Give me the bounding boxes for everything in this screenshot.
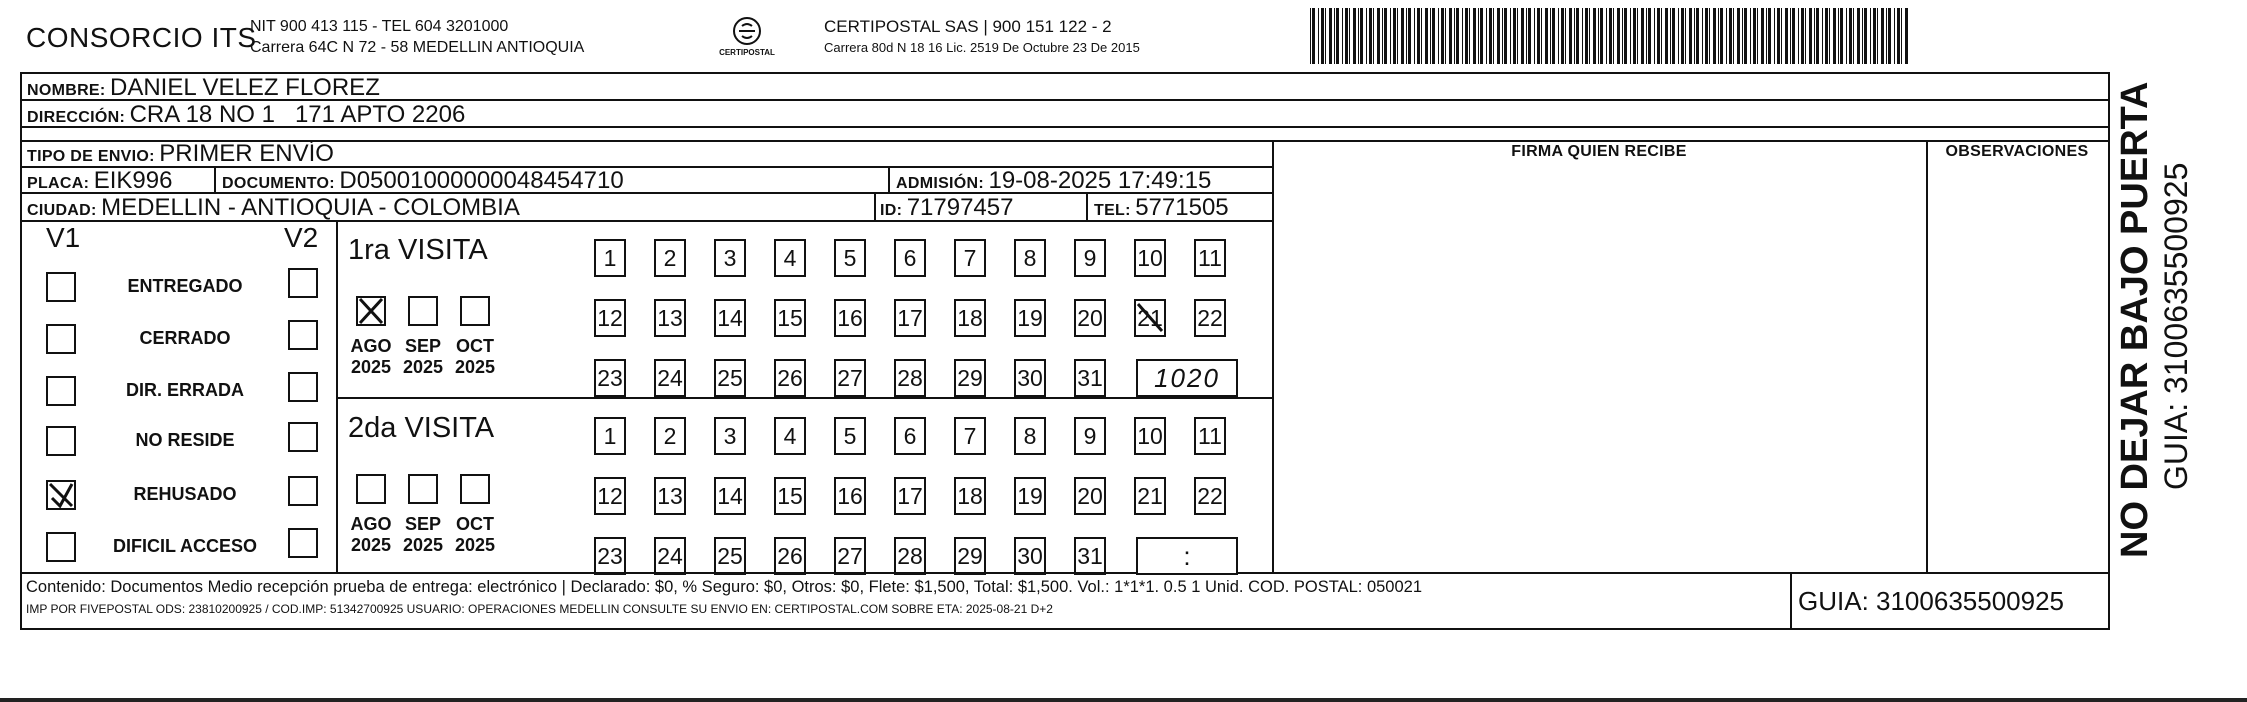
day-number: 2 — [663, 245, 677, 271]
carrier-address: Carrera 80d N 18 16 Lic. 2519 De Octubre 23 De 2015 — [824, 40, 1140, 55]
day-box[interactable] — [594, 239, 626, 277]
day-number: 24 — [657, 543, 683, 569]
day-box[interactable] — [714, 477, 746, 515]
day-box[interactable] — [1074, 299, 1106, 337]
month-checkbox[interactable] — [460, 474, 490, 504]
time-value: 1020 — [1154, 363, 1220, 393]
shipment-type-row — [27, 140, 334, 168]
day-number: 14 — [717, 483, 743, 509]
footer-guia: GUIA: 3100635500925 — [1798, 586, 2064, 616]
status-v1-checkbox[interactable] — [46, 426, 76, 456]
time-box[interactable] — [1136, 537, 1238, 575]
day-box[interactable] — [774, 417, 806, 455]
day-number: 22 — [1197, 305, 1223, 331]
status-label: NO RESIDE — [135, 430, 235, 450]
day-number: 6 — [903, 245, 917, 271]
month-label: SEP 2025 — [402, 514, 444, 555]
status-label: DIFICIL ACCESO — [112, 536, 257, 556]
side-guia: GUIA: 3100635500925 — [2158, 162, 2194, 490]
day-box[interactable] — [1194, 239, 1226, 277]
day-number: 25 — [717, 365, 743, 391]
day-number: 19 — [1017, 483, 1043, 509]
day-number: 27 — [837, 543, 863, 569]
status-label: DIR. ERRADA — [125, 380, 244, 400]
plate-value: EIK996 — [93, 167, 173, 194]
month-checkbox[interactable] — [408, 474, 438, 504]
day-box[interactable] — [1074, 537, 1106, 575]
id-value: 71797457 — [906, 194, 1014, 221]
day-box[interactable] — [894, 537, 926, 575]
day-box[interactable] — [1194, 477, 1226, 515]
carrier-logo — [712, 14, 782, 60]
day-number: 31 — [1077, 543, 1103, 569]
day-number: 18 — [957, 483, 983, 509]
day-box[interactable] — [714, 299, 746, 337]
company-name: CONSORCIO ITS — [26, 22, 257, 53]
status-label: CERRADO — [139, 328, 231, 348]
footer-print-info: IMP POR FIVEPOSTAL ODS: 23810200925 / COD.IMP: 51342700925 USUARIO: OPERACIONES MEDELLIN CONSULTE SU ENVIO EN: CERTIPOSTAL.COM SOBRE ETA: 2025-08-21 D+2 — [26, 602, 1053, 616]
barcode — [1310, 8, 1914, 64]
day-number: 24 — [657, 365, 683, 391]
day-box[interactable] — [894, 299, 926, 337]
day-number: 14 — [717, 305, 743, 331]
day-box[interactable] — [834, 359, 866, 397]
day-number: 16 — [837, 483, 863, 509]
side-warning: NO DEJAR BAJO PUERTA — [2114, 81, 2156, 558]
admission-row — [896, 167, 1211, 195]
plate-label: PLACA: — [27, 175, 90, 192]
id-row — [880, 194, 1013, 222]
day-number: 1 — [603, 245, 617, 271]
day-box[interactable] — [774, 359, 806, 397]
day-number: 20 — [1077, 305, 1103, 331]
day-number: 30 — [1017, 365, 1043, 391]
status-label: ENTREGADO — [127, 276, 243, 296]
status-v2-checkbox[interactable] — [288, 320, 318, 350]
month-checkbox[interactable] — [460, 296, 490, 326]
status-v1-checkbox[interactable] — [46, 480, 76, 510]
day-number: 4 — [783, 423, 797, 449]
day-box[interactable] — [834, 299, 866, 337]
month-label: AGO 2025 — [350, 514, 392, 555]
day-box[interactable] — [1014, 417, 1046, 455]
visit-title: 1ra VISITA — [348, 234, 488, 266]
carrier-name: CERTIPOSTAL SAS | 900 151 122 - 2 — [824, 17, 1112, 36]
month-checkbox[interactable] — [408, 296, 438, 326]
v2-label: V2 — [284, 222, 319, 253]
day-box[interactable] — [774, 537, 806, 575]
day-box[interactable] — [834, 417, 866, 455]
day-box[interactable] — [1134, 417, 1166, 455]
city-row — [27, 194, 520, 222]
day-box[interactable] — [654, 239, 686, 277]
city-value: MEDELLIN - ANTIOQUIA - COLOMBIA — [101, 194, 520, 221]
day-number: 31 — [1077, 365, 1103, 391]
address-value: CRA 18 NO 1 171 APTO 2206 — [129, 101, 466, 128]
day-number: 12 — [597, 483, 623, 509]
month-label: OCT 2025 — [454, 336, 496, 377]
day-number: 29 — [957, 543, 983, 569]
day-box[interactable] — [1194, 299, 1226, 337]
document-value: D05001000000048454710 — [339, 167, 624, 194]
day-box[interactable] — [894, 239, 926, 277]
observations-column-header: OBSERVACIONES — [1945, 143, 2089, 160]
day-number: 18 — [957, 305, 983, 331]
day-box[interactable] — [654, 537, 686, 575]
day-number: 15 — [777, 483, 803, 509]
month-checkbox[interactable] — [356, 474, 386, 504]
day-number: 2 — [663, 423, 677, 449]
day-box[interactable] — [594, 537, 626, 575]
day-number: 9 — [1083, 245, 1097, 271]
shipment-type-label: TIPO DE ENVIO: — [27, 148, 155, 165]
day-box[interactable] — [654, 477, 686, 515]
day-number: 8 — [1023, 423, 1037, 449]
status-v2-checkbox[interactable] — [288, 268, 318, 298]
status-v1-checkbox[interactable] — [46, 376, 76, 406]
id-label: ID: — [880, 202, 903, 219]
day-number: 21 — [1137, 483, 1163, 509]
name-row — [27, 74, 380, 102]
day-box[interactable] — [954, 239, 986, 277]
day-box[interactable] — [834, 537, 866, 575]
day-box[interactable] — [1074, 359, 1106, 397]
day-number: 28 — [897, 365, 923, 391]
month-checkbox[interactable] — [356, 296, 386, 326]
day-number: 29 — [957, 365, 983, 391]
day-number: 10 — [1137, 423, 1163, 449]
day-number: 9 — [1083, 423, 1097, 449]
day-number: 7 — [963, 245, 977, 271]
day-number: 12 — [597, 305, 623, 331]
day-box[interactable] — [774, 239, 806, 277]
day-box[interactable] — [654, 417, 686, 455]
day-box[interactable] — [1014, 299, 1046, 337]
month-label: AGO 2025 — [350, 336, 392, 377]
status-v2-checkbox[interactable] — [288, 422, 318, 452]
day-number: 5 — [843, 245, 857, 271]
day-box[interactable] — [1014, 239, 1046, 277]
day-box[interactable] — [1074, 239, 1106, 277]
document-label: DOCUMENTO: — [222, 175, 335, 192]
company-nit: NIT 900 413 115 - TEL 604 3201000 — [250, 18, 509, 35]
day-box[interactable] — [594, 417, 626, 455]
day-number: 1 — [603, 423, 617, 449]
day-number: 23 — [597, 543, 623, 569]
status-v2-checkbox[interactable] — [288, 528, 318, 558]
month-label: OCT 2025 — [454, 514, 496, 555]
day-number: 26 — [777, 365, 803, 391]
day-box[interactable] — [1194, 417, 1226, 455]
status-v1-checkbox[interactable] — [46, 272, 76, 302]
day-box[interactable] — [834, 477, 866, 515]
tel-row — [1094, 194, 1229, 222]
status-label: REHUSADO — [133, 484, 237, 504]
status-v1-checkbox[interactable] — [46, 324, 76, 354]
page-bottom-edge — [0, 698, 2247, 702]
status-v1-checkbox[interactable] — [46, 532, 76, 562]
footer-contents: Contenido: Documentos Medio recepción prueba de entrega: electrónico | Declarado: $0, % Seguro: $0, Otros: $0, Flete: $1,500, Total: $1,500. Vol.: 1*1*1. 0.5 1 Unid. COD. POSTAL: 050021 — [26, 578, 1423, 596]
day-box[interactable] — [894, 359, 926, 397]
day-box[interactable] — [1074, 417, 1106, 455]
day-number: 23 — [597, 365, 623, 391]
day-box[interactable] — [954, 537, 986, 575]
address-row — [27, 101, 465, 129]
day-box[interactable] — [954, 477, 986, 515]
status-v2-checkbox[interactable] — [288, 372, 318, 402]
day-box[interactable] — [894, 477, 926, 515]
city-label: CIUDAD: — [27, 202, 97, 219]
day-number: 21 — [1137, 305, 1163, 331]
day-box[interactable] — [1014, 477, 1046, 515]
name-label: NOMBRE: — [27, 82, 106, 99]
company-address: Carrera 64C N 72 - 58 MEDELLIN ANTIOQUIA — [250, 39, 585, 56]
day-number: 7 — [963, 423, 977, 449]
day-box[interactable] — [594, 359, 626, 397]
day-box[interactable] — [1134, 477, 1166, 515]
day-number: 15 — [777, 305, 803, 331]
address-label: DIRECCIÓN: — [27, 109, 126, 126]
signature-column-header: FIRMA QUIEN RECIBE — [1511, 143, 1687, 160]
status-v2-checkbox[interactable] — [288, 476, 318, 506]
day-box[interactable] — [1074, 477, 1106, 515]
shipment-type-value: PRIMER ENVÍO — [159, 140, 334, 167]
day-box[interactable] — [594, 299, 626, 337]
day-number: 20 — [1077, 483, 1103, 509]
admission-value: 19-08-2025 17:49:15 — [988, 167, 1212, 194]
visit-title: 2da VISITA — [348, 412, 495, 444]
day-number: 30 — [1017, 543, 1043, 569]
day-number: 3 — [723, 423, 737, 449]
day-number: 11 — [1198, 423, 1222, 449]
day-box[interactable] — [1134, 239, 1166, 277]
day-number: 13 — [657, 305, 683, 331]
day-number: 25 — [717, 543, 743, 569]
day-number: 28 — [897, 543, 923, 569]
day-number: 17 — [897, 305, 923, 331]
day-box[interactable] — [714, 359, 746, 397]
day-number: 10 — [1137, 245, 1163, 271]
day-box[interactable] — [1134, 299, 1166, 337]
day-box[interactable] — [954, 359, 986, 397]
day-box[interactable] — [954, 417, 986, 455]
plate-row — [27, 167, 172, 195]
month-label: SEP 2025 — [402, 336, 444, 377]
name-value: DANIEL VELEZ FLOREZ — [110, 74, 380, 101]
tel-label: TEL: — [1094, 202, 1131, 219]
day-box[interactable] — [714, 537, 746, 575]
day-box[interactable] — [654, 299, 686, 337]
day-number: 4 — [783, 245, 797, 271]
day-box[interactable] — [954, 299, 986, 337]
day-box[interactable] — [774, 477, 806, 515]
day-box[interactable] — [1014, 359, 1046, 397]
day-number: 5 — [843, 423, 857, 449]
day-number: 17 — [897, 483, 923, 509]
day-number: 3 — [723, 245, 737, 271]
day-number: 16 — [837, 305, 863, 331]
day-number: 26 — [777, 543, 803, 569]
day-box[interactable] — [714, 239, 746, 277]
v1-label: V1 — [46, 222, 81, 253]
day-number: 6 — [903, 423, 917, 449]
time-value: : — [1183, 541, 1191, 571]
day-number: 22 — [1197, 483, 1223, 509]
day-box[interactable] — [654, 359, 686, 397]
time-box[interactable] — [1136, 359, 1238, 397]
day-box[interactable] — [894, 417, 926, 455]
day-box[interactable] — [834, 239, 866, 277]
day-number: 11 — [1198, 245, 1222, 271]
day-number: 27 — [837, 365, 863, 391]
document-row — [222, 167, 624, 195]
day-box[interactable] — [594, 477, 626, 515]
day-box[interactable] — [774, 299, 806, 337]
day-number: 13 — [657, 483, 683, 509]
day-box[interactable] — [1014, 537, 1046, 575]
day-number: 19 — [1017, 305, 1043, 331]
tel-value: 5771505 — [1135, 194, 1229, 221]
day-number: 8 — [1023, 245, 1037, 271]
logo-text: CERTIPOSTAL — [719, 48, 775, 57]
day-box[interactable] — [714, 417, 746, 455]
admission-label: ADMISIÓN: — [896, 175, 985, 192]
